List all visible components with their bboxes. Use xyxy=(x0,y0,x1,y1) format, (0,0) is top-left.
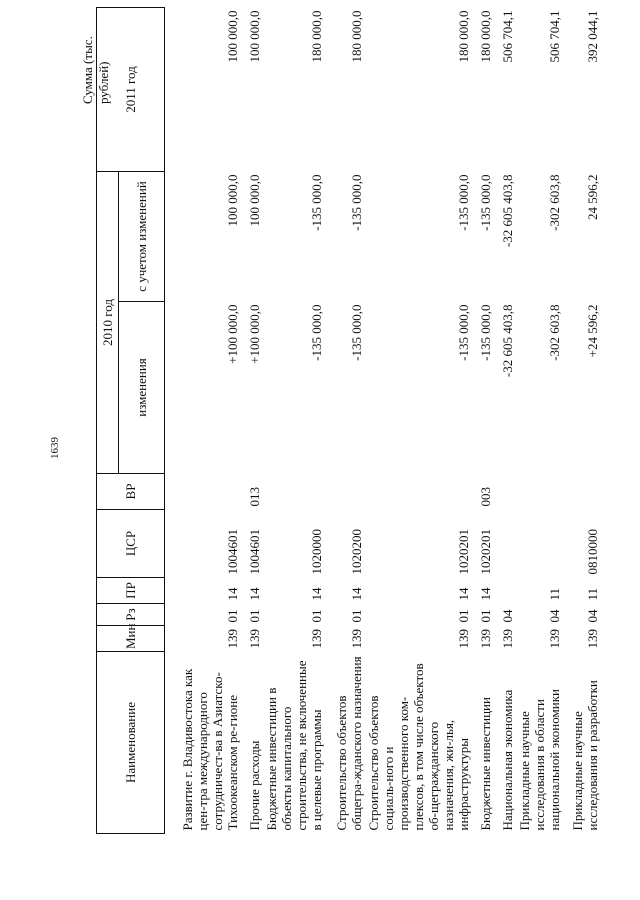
table-row xyxy=(241,8,263,834)
row-vr xyxy=(494,474,516,510)
row-2011: 506 704,1 xyxy=(546,10,562,63)
row-min: 139 xyxy=(348,629,364,649)
row-vr xyxy=(516,474,563,510)
table-row xyxy=(263,8,325,834)
row-2011: 100 000,0 xyxy=(224,10,240,63)
row-pr: 11 xyxy=(546,587,562,601)
row-csr: 1020200 xyxy=(348,529,364,575)
header-csr: ЦСР xyxy=(97,510,165,578)
row-vr xyxy=(165,474,241,510)
row-vr: 003 xyxy=(477,487,493,507)
table-row xyxy=(472,8,494,834)
row-name: Прикладные научные исследования и разработки xyxy=(569,680,600,831)
row-with-changes: -302 603,8 xyxy=(546,174,562,231)
row-changes: -135 000,0 xyxy=(455,304,471,361)
row-csr: 1020000 xyxy=(308,529,324,575)
row-rz: 01 xyxy=(477,609,493,623)
row-csr xyxy=(516,510,563,578)
row-name: Прочие расходы xyxy=(246,740,262,831)
header-changes: изменения xyxy=(119,302,165,474)
row-min: 139 xyxy=(499,629,515,649)
row-min: 139 xyxy=(584,629,600,649)
row-rz: 04 xyxy=(584,609,600,623)
row-changes: -135 000,0 xyxy=(348,304,364,361)
row-name: Строительство объектов социаль-ного и производственного ком-плексов, в том числе объектов об-щегражданского назначения, жи-лья, инфраструктуры xyxy=(365,663,471,831)
row-changes: +100 000,0 xyxy=(246,304,262,364)
row-pr: 14 xyxy=(224,587,240,601)
header-min: Мин xyxy=(97,626,165,652)
row-vr xyxy=(325,474,365,510)
row-rz: 04 xyxy=(499,609,515,623)
row-with-changes: -32 605 403,8 xyxy=(499,174,515,248)
row-2011: 180 000,0 xyxy=(348,10,364,63)
row-rz: 01 xyxy=(246,609,262,623)
table-row xyxy=(165,8,241,834)
row-2011: 180 000,0 xyxy=(455,10,471,63)
row-changes: -135 000,0 xyxy=(477,304,493,361)
row-pr: 14 xyxy=(246,587,262,601)
table-row xyxy=(563,8,601,834)
row-name: Бюджетные инвестиции в объекты капитального строительства, не включенные в целевые программы xyxy=(263,660,324,831)
row-2011: 506 704,1 xyxy=(499,10,515,63)
row-vr xyxy=(263,474,325,510)
header-name: Наименование xyxy=(97,652,165,834)
row-with-changes: 24 596,2 xyxy=(584,174,600,220)
row-csr: 1004601 xyxy=(224,529,240,575)
row-name: Прикладные научные исследования в области национальной экономики xyxy=(516,689,562,831)
page-number: 1639 xyxy=(49,437,61,459)
row-with-changes: 100 000,0 xyxy=(246,174,262,227)
row-rz: 01 xyxy=(455,609,471,623)
row-with-changes: 100 000,0 xyxy=(224,174,240,227)
table-row xyxy=(365,8,472,834)
row-min: 139 xyxy=(246,629,262,649)
table-row xyxy=(516,8,563,834)
header-year-2011: 2011 год xyxy=(97,8,165,172)
row-min: 139 xyxy=(477,629,493,649)
row-vr xyxy=(365,474,472,510)
row-vr xyxy=(563,474,601,510)
header-rz: Рз xyxy=(97,604,165,626)
row-min: 139 xyxy=(224,629,240,649)
row-csr: 1020201 xyxy=(455,529,471,575)
row-with-changes: -135 000,0 xyxy=(477,174,493,231)
header-year-2010: 2010 год xyxy=(97,172,119,474)
row-pr: 14 xyxy=(308,587,324,601)
table-body xyxy=(165,8,601,834)
unit-caption: Сумма (тыс. рублей) xyxy=(80,36,111,104)
row-changes: -32 605 403,8 xyxy=(499,304,515,378)
row-with-changes: -135 000,0 xyxy=(308,174,324,231)
row-changes: +100 000,0 xyxy=(224,304,240,364)
header-pr: ПР xyxy=(97,578,165,604)
row-csr: 0810000 xyxy=(584,529,600,575)
row-2011: 180 000,0 xyxy=(477,10,493,63)
row-2011: 392 044,1 xyxy=(584,10,600,63)
row-2011: 180 000,0 xyxy=(308,10,324,63)
row-pr: 11 xyxy=(584,587,600,601)
row-changes: -135 000,0 xyxy=(308,304,324,361)
row-min: 139 xyxy=(308,629,324,649)
row-pr: 14 xyxy=(455,587,471,601)
row-rz: 01 xyxy=(348,609,364,623)
row-2011: 100 000,0 xyxy=(246,10,262,63)
row-pr xyxy=(494,578,516,604)
table-row xyxy=(494,8,516,834)
budget-table xyxy=(96,7,601,834)
row-min: 139 xyxy=(546,629,562,649)
row-name: Национальная экономика xyxy=(499,689,515,831)
row-with-changes: -135 000,0 xyxy=(348,174,364,231)
row-pr: 14 xyxy=(348,587,364,601)
row-rz: 01 xyxy=(308,609,324,623)
table-row xyxy=(325,8,365,834)
row-name: Развитие г. Владивостока как цен-тра международного сотрудничест-ва в Азиатско-Тихоокеанском ре-гионе xyxy=(179,668,240,831)
row-name: Строительство объектов общегра-жданского назначения xyxy=(333,656,364,831)
row-changes: +24 596,2 xyxy=(584,304,600,358)
row-vr: 013 xyxy=(246,487,262,507)
header-vr: ВР xyxy=(97,474,165,510)
row-rz: 04 xyxy=(546,609,562,623)
row-csr: 1020201 xyxy=(477,529,493,575)
row-pr: 14 xyxy=(477,587,493,601)
row-csr: 1004601 xyxy=(246,529,262,575)
row-rz: 01 xyxy=(224,609,240,623)
row-changes: -302 603,8 xyxy=(546,304,562,361)
row-min: 139 xyxy=(455,629,471,649)
row-csr xyxy=(494,510,516,578)
row-with-changes: -135 000,0 xyxy=(455,174,471,231)
row-name: Бюджетные инвестиции xyxy=(477,697,493,831)
header-with-changes: с учетом изменений xyxy=(119,172,165,302)
